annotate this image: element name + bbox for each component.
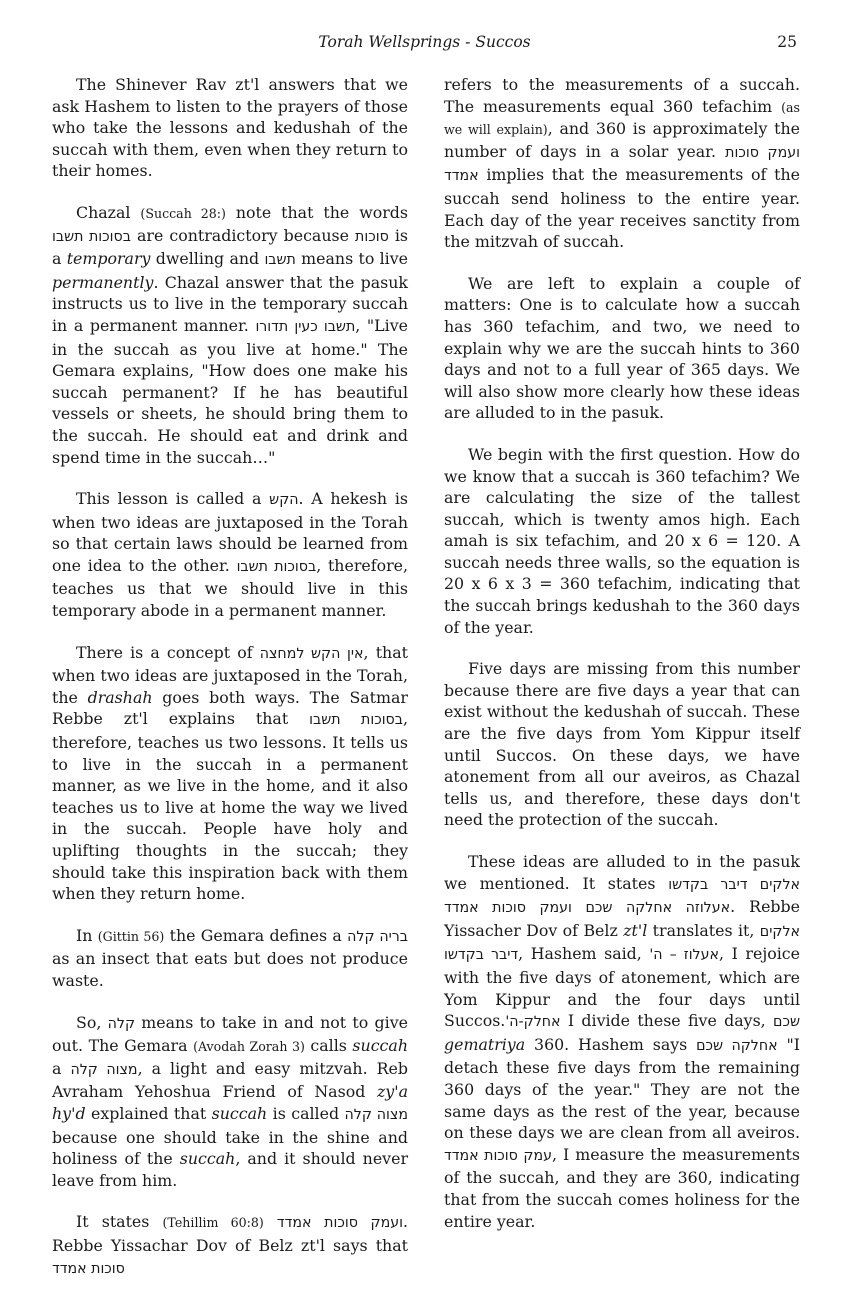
text: dwelling and: [150, 249, 265, 269]
paragraph: [444, 74, 800, 253]
italic-text: drashah: [87, 687, 153, 707]
text: I divide these five days,: [560, 1011, 774, 1031]
hebrew-text: אלקים דיבר בקדשו: [444, 923, 800, 964]
hebrew-text: תשבו: [264, 252, 296, 269]
source-reference: (Avodah Zorah 3): [193, 1039, 305, 1055]
right-column: [444, 74, 800, 1252]
text: , I measure the measurements of the succah, and they are 360, indicating that from the succah comes holiness for the entire year.: [444, 1144, 801, 1231]
paragraph: Five days are missing from this number because there are five days a year that can exist without the kedushah of succah. These are the five days from Yom Kippur itself until Succos. On these days, we have atonement from all our aveiros, as Chazal tells us, and therefore, these days don't need the protection of the succah.: [444, 659, 800, 830]
text: means to take in and not to give out. The Gemara: [52, 1012, 408, 1056]
text: a: [52, 1058, 71, 1078]
text: So,: [76, 1012, 108, 1032]
text: , I rejoice with the five days of atonement, which are Yom Kippur and the four days until Succos.: [444, 944, 800, 1031]
hebrew-text: ועמק סוכות אמדד: [276, 1215, 403, 1232]
text: note that the words: [225, 202, 409, 222]
text: implies that the measurements of the succah send holiness to the entire year. Each day of the year receives sanctity from the mitzvah of succah.: [444, 165, 800, 252]
text: "I detach these five days from the remaining 360 days of the year." They are not the same days as the rest of the year, because on these days we are clean from all aveiros.: [444, 1034, 800, 1143]
italic-text: permanently: [52, 272, 154, 292]
italic-text: succah: [211, 1103, 268, 1123]
text: are contradictory because: [130, 225, 356, 245]
text: These ideas are alluded to in the pasuk we mentioned. It states: [444, 852, 800, 893]
hebrew-text: הקש: [269, 492, 299, 509]
left-column: [52, 74, 408, 1300]
text: 360. Hashem says: [525, 1034, 697, 1054]
hebrew-text: אחלק-ה': [505, 1014, 561, 1031]
paragraph: [444, 851, 800, 1232]
text: This lesson is called a: [76, 489, 270, 509]
text: is called: [267, 1103, 345, 1123]
source-reference: (Succah 28:): [140, 205, 226, 221]
text: . A hekesh is when two ideas are juxtaposed in the Torah so that certain laws should be learned from one idea to the other.: [52, 489, 408, 575]
hebrew-text: ועמק סוכות אמדד: [444, 144, 800, 185]
text: , and it should never leave from him.: [52, 1149, 408, 1190]
text: , therefore, teaches us that we should live in this temporary abode in a permanent manner.: [52, 555, 409, 621]
text: goes both ways. The Satmar Rebbe zt'l explains that: [52, 687, 408, 729]
italic-text: zt'l: [623, 920, 648, 940]
hebrew-text: מצוה קלה: [70, 1061, 138, 1078]
text: explained that: [85, 1103, 212, 1123]
hebrew-text: אלקים דיבר בקדשו אעלוזה אחלקה שכם ועמק סוכות אמדד: [444, 876, 801, 917]
italic-text: gematriya: [444, 1034, 526, 1054]
italic-text: zy'a hy'd: [52, 1082, 408, 1123]
text: the Gemara defines a: [164, 925, 348, 945]
hebrew-text: בסוכות תשבו: [52, 228, 131, 245]
text: translates it,: [647, 920, 760, 940]
text: because one should take in the shine and holiness of the: [52, 1127, 408, 1169]
text: , "Live in the succah as you live at home." The Gemara explains, "How does one make his succah permanent? If he has beautiful vessels or sheets, he should bring them to the succah. He should eat and drink and spend time in the succah…": [52, 315, 408, 467]
text: There is a concept of: [76, 642, 260, 662]
text: refers to the measurements of a succah. The measurements equal 360 tefachim: [444, 75, 800, 116]
text: . Rebbe Yissacher Dov of Belz: [444, 897, 800, 940]
hebrew-text: שכם: [773, 1014, 800, 1031]
text: Chazal: [76, 202, 141, 222]
text: [264, 1212, 277, 1231]
hebrew-text: בריה קלה: [347, 928, 409, 945]
hebrew-text: קלה: [107, 1015, 136, 1032]
text: is a: [52, 225, 408, 269]
paragraph: [52, 1012, 408, 1192]
source-reference: (Tehillim 60:8): [162, 1215, 264, 1231]
running-header: [0, 33, 849, 57]
hebrew-text: מצוה קלה: [344, 1106, 408, 1123]
paragraph: [52, 1211, 408, 1280]
paragraph: [52, 488, 408, 622]
text: , that when two ideas are juxtaposed in the Torah, the: [52, 642, 408, 707]
page-number: 25: [777, 33, 797, 51]
text: means to live: [295, 249, 408, 269]
hebrew-text: אין הקש למחצה: [259, 645, 364, 662]
source-reference: (Gittin 56): [97, 928, 165, 944]
paragraph: [52, 202, 408, 468]
hebrew-text: בסוכות תשבו: [236, 558, 317, 575]
hebrew-text: בסוכות תשבו: [309, 712, 403, 729]
paragraph: The Shinever Rav zt'l answers that we ask Hashem to listen to the prayers of those who take the lessons and kedushah of the succah with them, even when they return to their homes.: [52, 75, 408, 181]
running-title: Torah Wellsprings - Succos: [318, 33, 531, 51]
text: , therefore, teaches us two lessons. It tells us to live in the succah in a permanent manner, as we live in the home, and it also teaches us to live at home the way we lived in the succah. People have holy and uplifting thoughts in the succah; they should take this inspiration back with them when they return home.: [52, 709, 408, 904]
text: It states: [76, 1212, 163, 1232]
italic-text: succah: [179, 1149, 236, 1169]
text: , a light and easy mitzvah. Reb Avraham Yehoshua Friend of Nasod: [52, 1058, 408, 1102]
hebrew-text: סוכות אמדד: [52, 1260, 125, 1277]
hebrew-text: אחלקה שכם: [696, 1037, 778, 1054]
text: , and 360 is approximately the number of days in a solar year.: [444, 119, 800, 161]
hebrew-text: אעלוז – ה': [649, 947, 719, 964]
paragraph: We begin with the first question. How do we know that a succah is 360 tefachim? We are calculating the size of the tallest succah, which is twenty amos high. Each amah is six tefachim, and 20 x 6 = 120. A succah needs three walls, so the equation is 20 x 6 x 3 = 360 tefachim, indicating that the succah brings kedushah to the 360 days of the year.: [444, 444, 800, 637]
text: In: [76, 925, 98, 945]
italic-text: succah: [352, 1036, 408, 1056]
text: calls: [304, 1036, 353, 1056]
hebrew-text: תשבו כעין תדורו: [255, 318, 356, 335]
text: . Rebbe Yissachar Dov of Belz zt'l says that: [52, 1212, 409, 1255]
text: . Chazal answer that the pasuk instructs us to live in the temporary succah in a permanent manner.: [52, 272, 408, 335]
text: , Hashem said,: [518, 944, 650, 964]
hebrew-text: סוכות: [355, 228, 389, 245]
text: as an insect that eats but does not produce waste.: [52, 949, 408, 990]
paragraph: We are left to explain a couple of matters: One is to calculate how a succah has 360 tefachim, and two, we need to explain why we are the succah hints to 360 days and not to a full year of 365 days. We will also show more clearly how these ideas are alluded to in the pasuk.: [444, 273, 800, 423]
paragraph: [52, 925, 408, 992]
italic-text: temporary: [66, 249, 151, 269]
hebrew-text: עמק סוכות אמדד: [444, 1147, 552, 1164]
paragraph: [52, 642, 408, 905]
source-reference: (as we will explain): [444, 99, 800, 138]
